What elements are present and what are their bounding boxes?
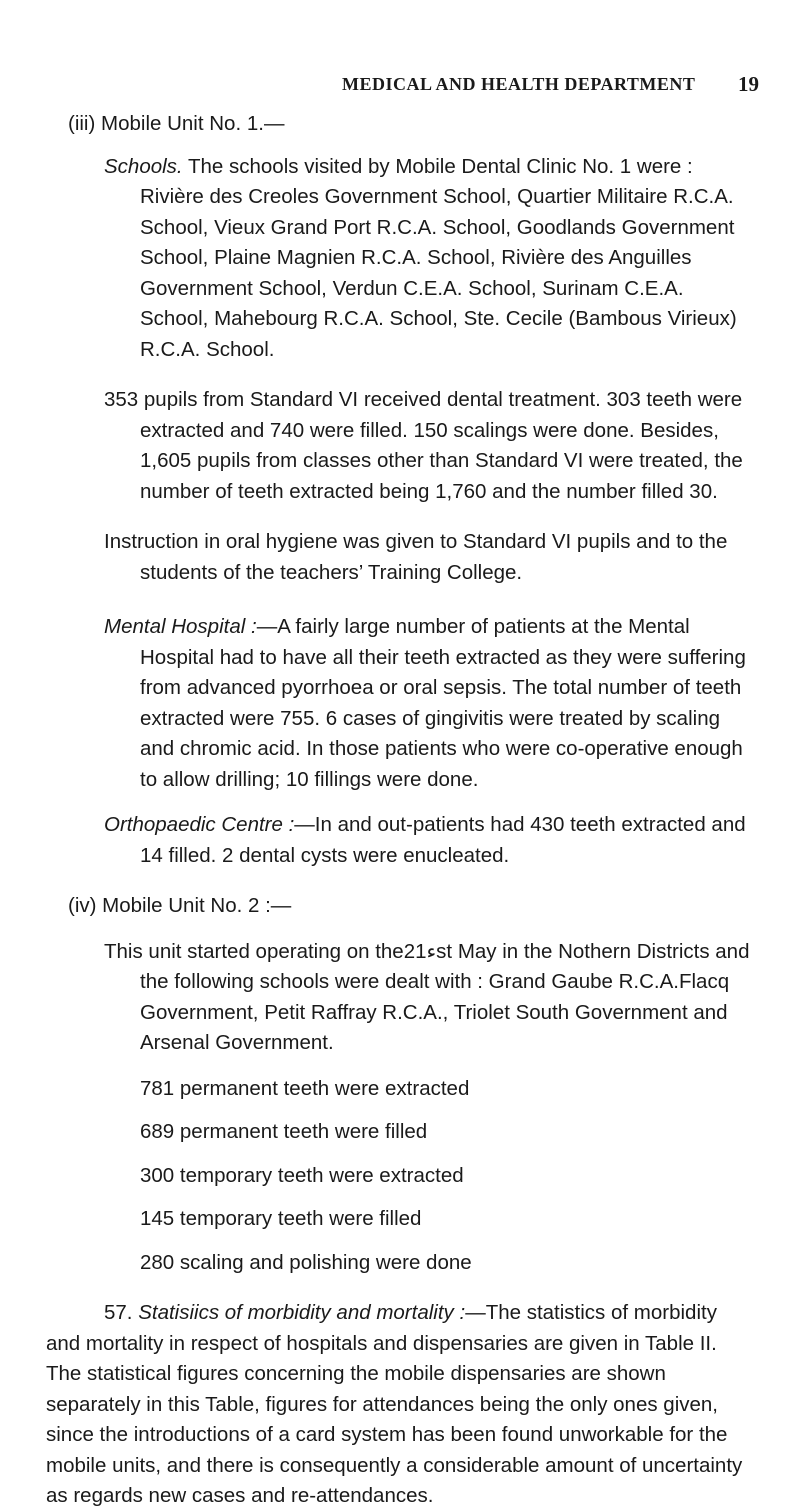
body-text (46, 109, 754, 1512)
orthopaedic-text: —In and out-patients had 430 teeth extracted and 14 filled. 2 dental cysts were enucleated. (140, 813, 746, 867)
stat-item: 781 permanent teeth were extracted (140, 1076, 470, 1100)
mobile-unit-2-intro (68, 937, 754, 1059)
section-heading-mobile-unit-2: (iv) Mobile Unit No. 2 :— (68, 894, 292, 917)
schools-text: The schools visited by Mobile Dental Clinic No. 1 were : Rivière des Creoles Government School, Quartier Militaire R.C.A. School, Vieux Grand Port R.C.A. School, Goodlands Government School, Plaine Magnien R.C.A. School, Rivière des Anguilles Government School, Verdun C.E.A. School, Surinam C.E.A. School, Mahebourg R.C.A. School, Ste. Cecile (Bambous Virieux) R.C.A. School. (140, 154, 737, 361)
instruction-paragraph (68, 527, 754, 588)
orthopaedic-label: Orthopaedic Centre : (104, 813, 295, 836)
orthopaedic-paragraph (68, 810, 754, 871)
treatment-paragraph (68, 385, 754, 507)
mental-hospital-paragraph (68, 612, 754, 795)
stat-item: 145 temporary teeth were filled (140, 1207, 422, 1230)
paragraph-57-label: Statisiics of morbidity and mortality : (138, 1301, 466, 1324)
mental-hospital-text: —A fairly large number of patients at the Mental Hospital had to have all their teeth extracted as they were suffering from advanced pyorrhoea or oral sepsis. The total number of teeth extracted were 755. 6 cases of gingivitis were treated by scaling and chromic acid. In those patients who were co-operative enough to allow drilling; 10 fillings were done. (140, 615, 746, 791)
mobile-unit-2-intro-text: This unit started operating on theء21st May in the Nothern Districts and the following schools were dealt with : Grand Gaube R.C.A.Flacq Government, Petit Raffray R.C.A., Triolet South Government and Arsenal Government. (104, 939, 750, 1054)
section-heading-mobile-unit-1: (iii) Mobile Unit No. 1.— (68, 112, 285, 135)
stat-item: 280 scaling and polishing were done (140, 1250, 472, 1274)
stat-item: 689 permanent teeth were filled (140, 1120, 428, 1143)
running-title: MEDICAL AND HEALTH DEPARTMENT (342, 74, 696, 94)
running-header (0, 70, 800, 100)
paragraph-57 (46, 1298, 754, 1512)
treatment-text: 353 pupils from Standard VI received dental treatment. 303 teeth were extracted and 740 were filled. 150 scalings were done. Besides, 1,605 pupils from classes other than Standard VI were treated, the number of teeth extracted being 1,760 and the number filled 30. (104, 388, 743, 503)
mental-hospital-label: Mental Hospital : (104, 615, 257, 638)
paragraph-57-number: 57. (104, 1301, 133, 1324)
schools-paragraph (68, 152, 754, 366)
stat-item: 300 temporary teeth were extracted (140, 1163, 464, 1187)
paragraph-57-text: —The statistics of morbidity and mortality in respect of hospitals and dispensaries are given in Table II. The statistical figures concerning the mobile dispensaries are shown separately in this Table, figures for attendances being the only ones given, since the introductions of a card system has been found unworkable for the mobile units, and there is consequently a considerable amount of uncertainty as regards new cases and re-attendances. (46, 1301, 743, 1507)
schools-label: Schools. (104, 154, 183, 178)
instruction-text: Instruction in oral hygiene was given to Standard VI pupils and to the students of the teachers’ Training College. (104, 530, 728, 584)
page-number: 19 (738, 72, 759, 96)
